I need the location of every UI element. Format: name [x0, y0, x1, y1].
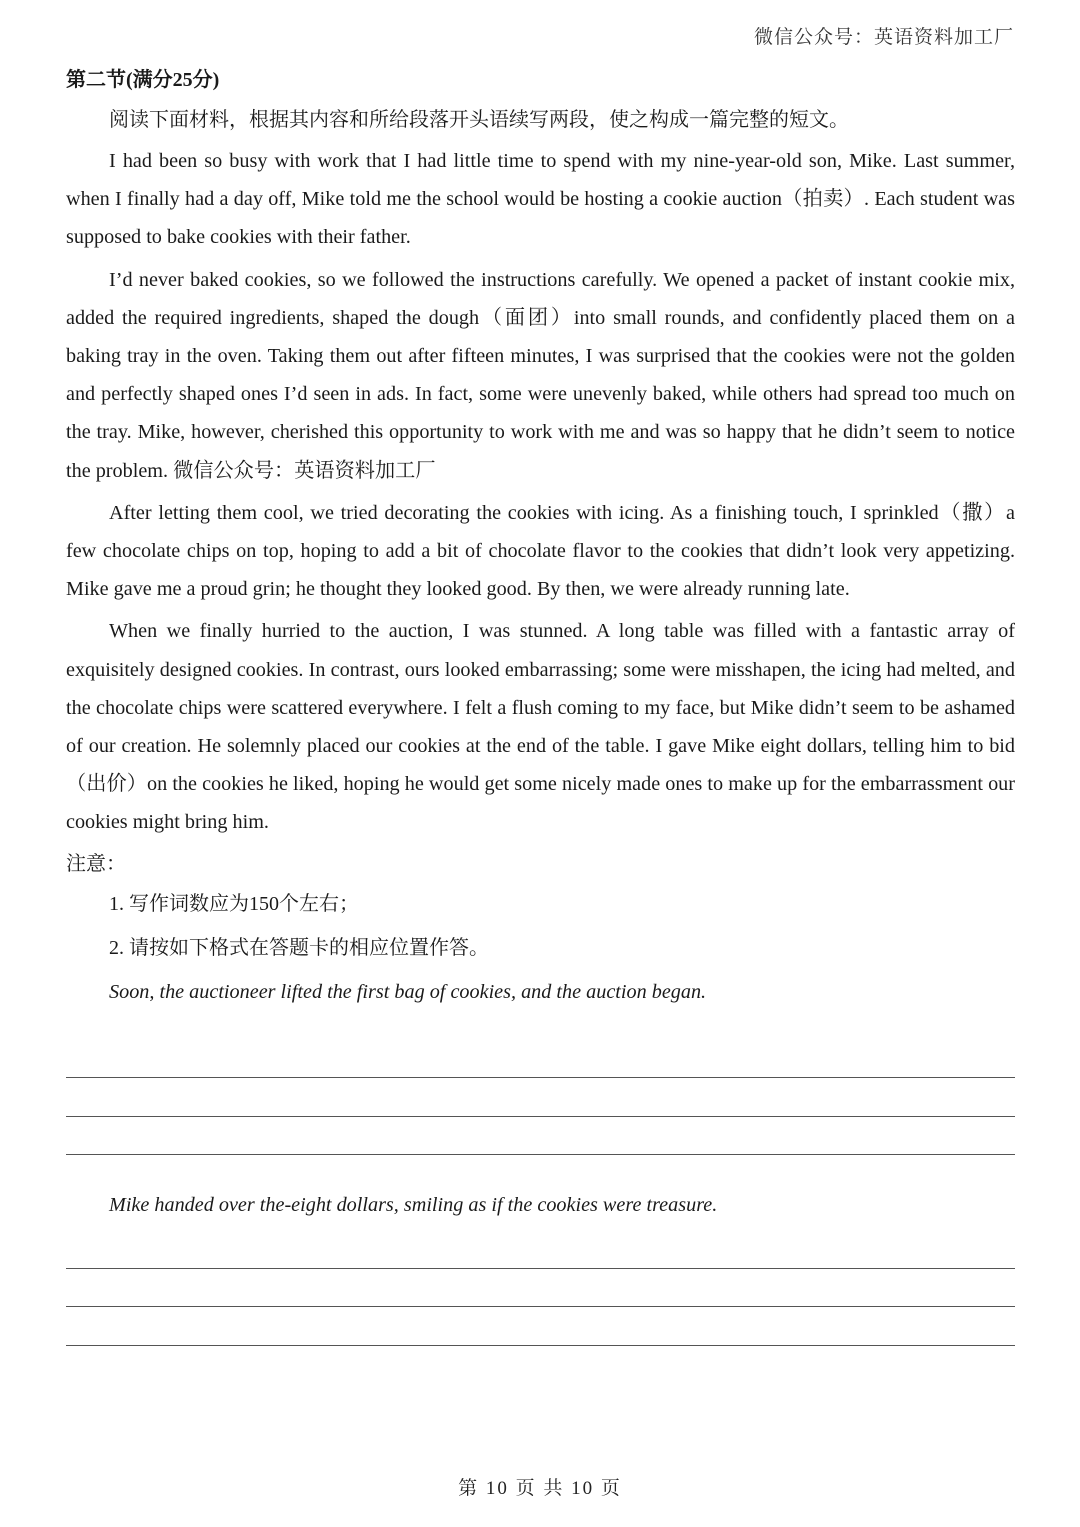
passage-paragraph-1: I had been so busy with work that I had little time to spend with my nine-year-old son, Mike. Last summer, when I finally had a day off, Mike told me the school would be hosting a cookie auction（拍卖）. Each student was supposed to bake cookies with their father. [66, 150, 1015, 249]
section-title: 第二节(满分25分) [66, 69, 220, 91]
page-number: 第 10 页 共 10 页 [458, 1478, 622, 1499]
source-header: 微信公众号：英语资料加工厂 [753, 27, 1014, 48]
answer-line[interactable] [66, 1077, 1015, 1078]
section-instruction: 阅读下面材料，根据其内容和所给段落开头语续写两段，使之构成一篇完整的短文。 [109, 109, 849, 131]
answer-line[interactable] [66, 1268, 1015, 1269]
passage-paragraph-4: When we finally hurried to the auction, I was stunned. A long table was filled with a fantastic array of exquisitely designed cookies. In contrast, ours looked embarrassing; some were misshapen, the icing had melted, and the chocolate chips were scattered everywhere. I felt a flush coming to my face, but Mike didn’t seem to be ashamed of our creation. He solemnly placed our cookies at the end of the table. I gave Mike eight dollars, telling him to bid（出价）on the cookies he liked, hoping he would get some nicely made ones to make up for the embarrassment our cookies might bring him. [66, 620, 1015, 834]
continuation-prompt-1: Soon, the auctioneer lifted the first bag of cookies, and the auction began. [109, 980, 707, 1003]
note-item-1: 1. 写作词数应为150个左右； [109, 892, 359, 915]
notes-label: 注意： [66, 852, 126, 875]
answer-line[interactable] [66, 1345, 1015, 1346]
answer-line[interactable] [66, 1116, 1015, 1117]
continuation-prompt-2: Mike handed over the-eight dollars, smiling as if the cookies were treasure. [109, 1194, 718, 1216]
passage-paragraph-3: After letting them cool, we tried decorating the cookies with icing. As a finishing touch, I sprinkled（撒）a few chocolate chips on top, hoping to add a bit of chocolate flavor to the cookies that didn’t look very appetizing. Mike gave me a proud grin; he thought they looked good. By then, we were already running late. [66, 501, 1015, 601]
note-item-2: 2. 请按如下格式在答题卡的相应位置作答。 [109, 936, 489, 959]
answer-line[interactable] [66, 1154, 1015, 1155]
passage-paragraph-2: I’d never baked cookies, so we followed the instructions carefully. We opened a packet of instant cookie mix, added the required ingredients, shaped the dough（面团）into small rounds, and confidently placed them on a baking tray in the oven. Taking them out after fifteen minutes, I was surprised that the cookies were not the golden and perfectly shaped ones I’d seen in ads. In fact, some were unevenly baked, while others had spread too much on the tray. Mike, however, cherished this opportunity to work with me and was so happy that he didn’t seem to notice the problem. 微信公众号：英语资料加工厂 [66, 268, 1015, 482]
answer-line[interactable] [66, 1306, 1015, 1307]
exam-content [66, 62, 1015, 1014]
